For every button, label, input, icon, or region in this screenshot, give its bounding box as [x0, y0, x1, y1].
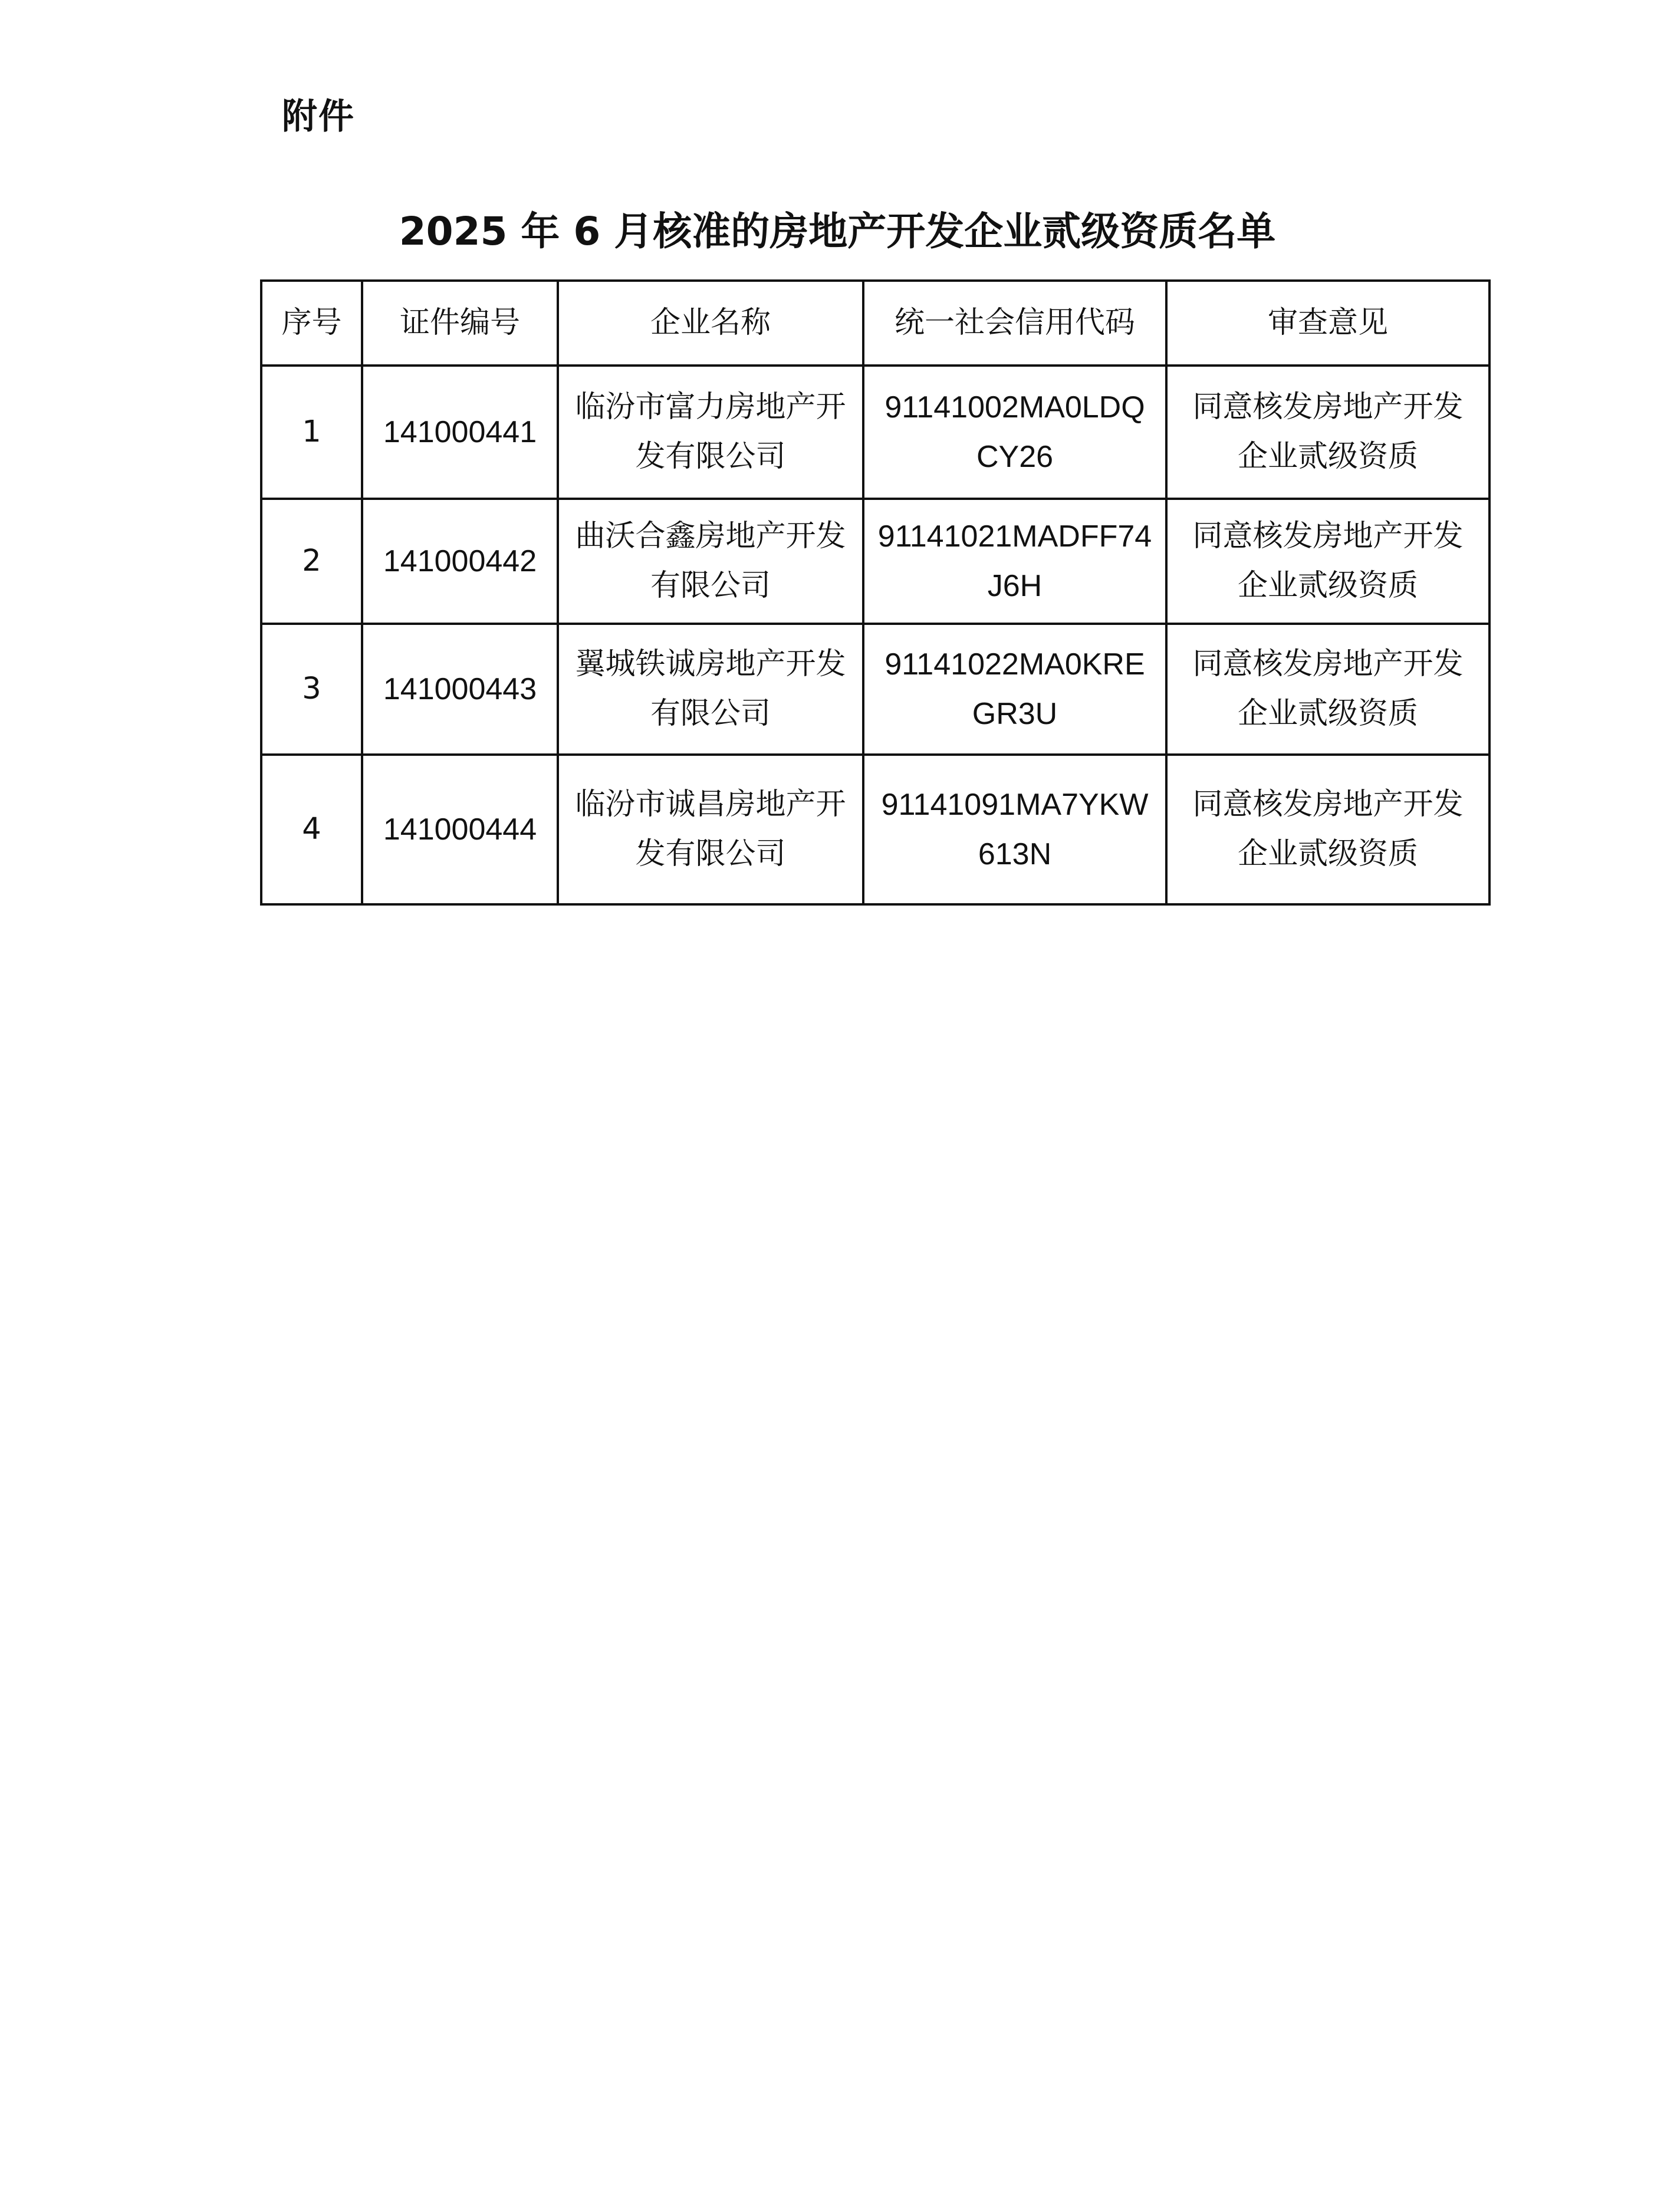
header-certificate-no: 证件编号 [362, 281, 558, 366]
cell-opinion [1166, 366, 1489, 499]
company-name-text: 临汾市富力房地产开发有限公司 [575, 390, 846, 474]
cell-company-name [558, 366, 863, 499]
cell-index: 1 [261, 366, 362, 499]
credit-code-text: 91141022MA0KREGR3U [884, 647, 1145, 731]
credit-code-text: 91141021MADFF74J6H [877, 519, 1152, 603]
cell-certificate-no: 141000442 [362, 499, 558, 624]
cell-index: 3 [261, 624, 362, 755]
cell-certificate-no: 141000444 [362, 755, 558, 904]
table-row [261, 499, 1489, 624]
company-name-text: 曲沃合鑫房地产开发有限公司 [575, 519, 846, 603]
cell-credit-code [863, 366, 1166, 499]
cell-opinion [1166, 755, 1489, 904]
cell-company-name [558, 755, 863, 904]
header-company-name: 企业名称 [558, 281, 863, 366]
header-opinion: 审查意见 [1166, 281, 1489, 366]
cell-opinion [1166, 499, 1489, 624]
opinion-text: 同意核发房地产开发企业贰级资质 [1192, 647, 1464, 731]
credit-code-text: 91141002MA0LDQCY26 [884, 390, 1145, 474]
table-header-row [261, 281, 1489, 366]
header-credit-code: 统一社会信用代码 [863, 281, 1166, 366]
page-title: 2025 年 6 月核准的房地产开发企业贰级资质名单 [399, 209, 1276, 254]
company-name-text: 翼城铁诚房地产开发有限公司 [575, 647, 846, 731]
table-row [261, 624, 1489, 755]
table-row [261, 366, 1489, 499]
cell-company-name [558, 499, 863, 624]
credit-code-text: 91141091MA7YKW613N [881, 788, 1149, 871]
cell-credit-code [863, 624, 1166, 755]
cell-certificate-no: 141000441 [362, 366, 558, 499]
cell-credit-code [863, 755, 1166, 904]
cell-certificate-no: 141000443 [362, 624, 558, 755]
cell-opinion [1166, 624, 1489, 755]
cell-company-name [558, 624, 863, 755]
qualification-table [260, 279, 1491, 906]
company-name-text: 临汾市诚昌房地产开发有限公司 [575, 787, 846, 871]
opinion-text: 同意核发房地产开发企业贰级资质 [1192, 787, 1464, 871]
cell-index: 4 [261, 755, 362, 904]
cell-index: 2 [261, 499, 362, 624]
opinion-text: 同意核发房地产开发企业贰级资质 [1192, 519, 1464, 603]
attachment-label: 附件 [282, 96, 355, 137]
cell-credit-code [863, 499, 1166, 624]
opinion-text: 同意核发房地产开发企业贰级资质 [1192, 390, 1464, 474]
header-index: 序号 [261, 281, 362, 366]
table-row [261, 755, 1489, 904]
